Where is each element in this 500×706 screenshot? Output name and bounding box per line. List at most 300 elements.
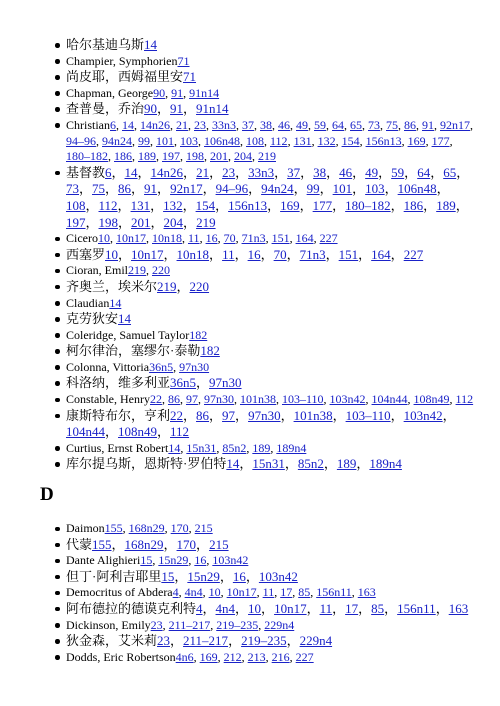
page-separator: ，	[456, 164, 470, 180]
page-separator: ，	[111, 536, 125, 552]
page-separator: ,	[449, 392, 456, 407]
page-link[interactable]: 156n11	[397, 600, 436, 616]
page-link[interactable]: 23	[157, 633, 171, 649]
page-link[interactable]: 216	[271, 649, 290, 664]
page-link[interactable]: 131	[293, 133, 312, 148]
page-link[interactable]: 97n30	[209, 375, 242, 391]
page-separator: ，	[174, 568, 188, 584]
page-link[interactable]: 11	[222, 246, 235, 262]
page-link[interactable]: 151	[338, 246, 359, 262]
page-link[interactable]: 163	[357, 585, 376, 600]
page-link[interactable]: 14n26	[140, 117, 170, 132]
page-separator: ，	[286, 246, 300, 262]
page-separator: ，	[85, 214, 99, 230]
page-separator: ，	[79, 181, 93, 197]
page-link[interactable]: 16	[194, 553, 207, 568]
index-entry	[0, 101, 500, 118]
page-link[interactable]: 168n29	[128, 521, 165, 535]
page-separator: ,	[258, 617, 265, 632]
page-link[interactable]: 23	[150, 617, 163, 632]
page-link[interactable]: 6	[105, 164, 112, 180]
page-separator: ,	[398, 117, 404, 132]
page-link[interactable]: 155	[104, 521, 123, 535]
page-link[interactable]: 215	[209, 536, 229, 552]
page-link[interactable]: 59	[314, 117, 326, 132]
page-separator: ,	[170, 117, 176, 132]
page-link[interactable]: 94–96	[215, 181, 249, 197]
page-separator: ,	[152, 553, 159, 568]
page-link[interactable]: 4	[196, 600, 203, 616]
page-link[interactable]: 16	[232, 568, 246, 584]
page-link[interactable]: 103n42	[258, 568, 298, 584]
page-link[interactable]: 103	[180, 133, 198, 148]
page-link[interactable]: 11	[188, 231, 200, 246]
page-separator: ，	[436, 181, 450, 197]
page-link[interactable]: 103–110	[281, 392, 324, 407]
page-link[interactable]: 197	[162, 149, 180, 164]
page-link[interactable]: 103–110	[345, 407, 391, 423]
page-link[interactable]: 112	[98, 197, 118, 213]
page-link[interactable]: 99	[138, 133, 150, 148]
page-link[interactable]: 156n11	[316, 585, 352, 600]
page-link[interactable]: 90	[144, 101, 158, 117]
page-link[interactable]: 169	[407, 133, 426, 148]
page-link[interactable]: 11	[319, 600, 333, 616]
page-separator: ,	[179, 392, 186, 407]
page-separator: ,	[335, 133, 342, 148]
page-separator: ,	[254, 117, 260, 132]
page-separator: ,	[434, 117, 440, 132]
page-link[interactable]: 154	[341, 133, 360, 148]
page-link[interactable]: 215	[194, 521, 213, 535]
page-separator: ，	[176, 278, 190, 294]
page-link[interactable]: 101n38	[293, 407, 333, 423]
page-link[interactable]: 75	[92, 181, 106, 197]
entry-name: Champier, Symphorien	[66, 53, 178, 68]
page-link[interactable]: 97n30	[179, 359, 210, 374]
page-link[interactable]: 156n13	[228, 197, 268, 213]
page-separator: ，	[267, 197, 281, 213]
page-link[interactable]: 97n30	[203, 392, 234, 407]
page-link[interactable]: 14	[168, 440, 181, 455]
page-separator: ，	[384, 600, 398, 616]
page-link[interactable]: 38	[313, 164, 327, 180]
page-link[interactable]: 103	[365, 181, 385, 197]
page-link[interactable]: 65	[443, 164, 457, 180]
page-link[interactable]: 219–235	[241, 633, 287, 649]
entry-name: 尚皮耶，西姆福里安	[66, 69, 184, 85]
page-link[interactable]: 71	[177, 53, 190, 68]
page-link[interactable]: 10n18	[152, 231, 182, 246]
page-link[interactable]: 101n38	[239, 392, 276, 407]
page-link[interactable]: 14n26	[150, 164, 184, 180]
index-entry	[0, 118, 500, 165]
page-link[interactable]: 211–217	[168, 617, 211, 632]
page-separator: ,	[240, 133, 246, 148]
page-link[interactable]: 91n14	[196, 101, 229, 117]
page-separator: ，	[306, 600, 320, 616]
page-link[interactable]: 189	[436, 197, 456, 213]
section-letter-heading: D	[40, 484, 54, 505]
page-link[interactable]: 108	[246, 133, 264, 148]
page-link[interactable]: 131	[130, 197, 151, 213]
page-link[interactable]: 132	[163, 197, 183, 213]
page-link[interactable]: 170	[176, 536, 197, 552]
page-separator: ，	[390, 246, 404, 262]
page-link[interactable]: 229n4	[264, 617, 295, 632]
page-link[interactable]: 36n5	[149, 359, 174, 374]
page-separator: ，	[430, 164, 444, 180]
entry-name: 库尔提乌斯，恩斯特·罗伯特	[66, 456, 227, 472]
page-link[interactable]: 10	[208, 585, 221, 600]
page-link[interactable]: 4	[172, 585, 179, 600]
page-link[interactable]: 177	[431, 133, 450, 148]
page-separator: ,	[310, 585, 317, 600]
page-separator: ，	[235, 407, 249, 423]
page-separator: ，	[163, 246, 177, 262]
page-separator: ，	[356, 456, 370, 472]
page-separator: ,	[108, 149, 114, 164]
page-separator: ,	[311, 133, 318, 148]
page-link[interactable]: 37	[287, 164, 301, 180]
page-link[interactable]: 91n14	[189, 85, 220, 100]
page-link[interactable]: 16	[205, 231, 218, 246]
entry-name: 查普曼，乔治	[66, 101, 145, 117]
page-link[interactable]: 10	[98, 231, 110, 246]
page-link[interactable]: 186	[403, 197, 424, 213]
page-separator: ,	[425, 133, 432, 148]
page-separator: ,	[416, 117, 422, 132]
page-separator: ，	[239, 456, 253, 472]
page-link[interactable]: 86	[167, 392, 180, 407]
page-separator: ，	[390, 197, 404, 213]
page-link[interactable]: 15n29	[187, 568, 220, 584]
page-link[interactable]: 164	[295, 231, 314, 246]
page-link[interactable]: 213	[247, 649, 266, 664]
page-link[interactable]: 219–235	[216, 617, 259, 632]
page-link[interactable]: 227	[295, 649, 314, 664]
entry-name: 柯尔律治，塞缪尔·泰勒	[66, 343, 201, 359]
page-link[interactable]: 10n17	[274, 600, 307, 616]
index-entry	[0, 343, 500, 360]
page-link[interactable]: 15n29	[158, 553, 189, 568]
page-separator: ，	[326, 164, 340, 180]
page-link[interactable]: 169	[280, 197, 300, 213]
page-link[interactable]: 154	[195, 197, 216, 213]
page-separator: ，	[286, 633, 300, 649]
page-link[interactable]: 112	[170, 424, 190, 440]
page-link[interactable]: 46	[278, 117, 290, 132]
page-link[interactable]: 189	[336, 456, 357, 472]
page-link[interactable]: 14	[109, 295, 122, 310]
page-link[interactable]: 103n42	[329, 392, 366, 407]
page-separator: ，	[235, 164, 249, 180]
index-entry	[0, 279, 500, 296]
page-separator: ,	[362, 117, 368, 132]
page-separator: ,	[178, 585, 185, 600]
page-link[interactable]: 169	[199, 649, 218, 664]
page-link[interactable]: 198	[98, 214, 119, 230]
page-link[interactable]: 14	[118, 311, 132, 327]
entry-name: Dodds, Eric Robertson	[66, 649, 176, 664]
page-link[interactable]: 86	[404, 117, 416, 132]
page-link[interactable]: 15	[140, 553, 153, 568]
page-link[interactable]: 15	[161, 568, 175, 584]
page-separator: ,	[134, 117, 140, 132]
page-link[interactable]: 85	[371, 600, 385, 616]
page-link[interactable]: 10n17	[116, 231, 146, 246]
page-link[interactable]: 182	[189, 327, 208, 342]
page-separator: ,	[206, 553, 213, 568]
index-entry	[0, 375, 500, 392]
index-entry	[0, 441, 500, 457]
page-link[interactable]: 49	[296, 117, 308, 132]
page-link[interactable]: 204	[163, 214, 184, 230]
page-separator: ，	[390, 407, 404, 423]
page-link[interactable]: 38	[260, 117, 272, 132]
page-link[interactable]: 15n31	[252, 456, 285, 472]
page-link[interactable]: 14	[226, 456, 240, 472]
page-link[interactable]: 219	[196, 214, 216, 230]
page-separator: ，	[352, 181, 366, 197]
page-link[interactable]: 132	[317, 133, 336, 148]
page-link[interactable]: 163	[448, 600, 469, 616]
page-separator: ，	[157, 181, 171, 197]
page-link[interactable]: 101	[332, 181, 353, 197]
page-separator: ,	[401, 133, 408, 148]
page-separator: ，	[332, 600, 346, 616]
page-link[interactable]: 201	[210, 149, 228, 164]
page-separator: ，	[325, 246, 339, 262]
page-link[interactable]: 168n29	[124, 536, 164, 552]
page-link[interactable]: 4n6	[175, 649, 194, 664]
page-separator: ,	[449, 133, 453, 148]
page-link[interactable]: 10	[248, 600, 262, 616]
page-link[interactable]: 17	[345, 600, 359, 616]
page-separator: ，	[358, 246, 372, 262]
page-link[interactable]: 22	[170, 407, 184, 423]
page-link[interactable]: 97	[185, 392, 198, 407]
page-link[interactable]: 21	[196, 164, 210, 180]
page-link[interactable]: 91	[171, 85, 184, 100]
page-link[interactable]: 91	[422, 117, 434, 132]
page-link[interactable]: 108n49	[118, 424, 158, 440]
page-link[interactable]: 10n17	[226, 585, 257, 600]
page-link[interactable]: 164	[371, 246, 391, 262]
page-link[interactable]: 189	[138, 149, 156, 164]
page-separator: ，	[209, 164, 223, 180]
page-link[interactable]: 108n49	[413, 392, 450, 407]
page-link[interactable]: 198	[186, 149, 204, 164]
page-link[interactable]: 14	[144, 37, 158, 52]
page-link[interactable]: 14	[122, 117, 134, 132]
index-entry	[0, 311, 500, 328]
page-link[interactable]: 103n42	[212, 553, 249, 568]
page-link[interactable]: 36n5	[170, 375, 197, 391]
index-entry	[0, 553, 500, 569]
page-link[interactable]: 85	[298, 585, 311, 600]
page-link[interactable]: 23	[194, 117, 206, 132]
page-link[interactable]: 73	[66, 181, 79, 197]
page-link[interactable]: 71n3	[299, 246, 326, 262]
page-separator: ,	[206, 117, 212, 132]
page-link[interactable]: 14	[124, 164, 138, 180]
page-link[interactable]: 220	[189, 278, 210, 294]
entry-name: Daimon	[66, 521, 105, 535]
page-link[interactable]: 189n4	[369, 456, 402, 472]
page-link[interactable]: 46	[339, 164, 353, 180]
page-separator: ，	[435, 600, 449, 616]
page-link[interactable]: 90	[153, 85, 166, 100]
page-link[interactable]: 91	[170, 101, 184, 117]
page-link[interactable]: 10n17	[131, 246, 164, 262]
page-link[interactable]: 22	[149, 392, 162, 407]
entry-name: Democritus of Abdera	[66, 585, 173, 600]
page-separator: ，	[235, 600, 249, 616]
page-separator: ,	[164, 521, 171, 535]
page-separator: ，	[280, 407, 294, 423]
page-link[interactable]: 85n2	[222, 440, 247, 455]
page-link[interactable]: 112	[270, 133, 288, 148]
page-link[interactable]: 64	[332, 117, 344, 132]
page-separator: ，	[202, 181, 216, 197]
page-link[interactable]: 97	[222, 407, 236, 423]
entry-name: Colonna, Vittoria	[66, 359, 150, 374]
page-separator: ,	[265, 231, 272, 246]
page-link[interactable]: 4n4	[215, 600, 236, 616]
index-entry	[0, 165, 500, 231]
entry-name: 基督教	[66, 164, 106, 180]
page-link[interactable]: 177	[312, 197, 333, 213]
page-link[interactable]: 170	[170, 521, 189, 535]
page-link[interactable]: 219	[157, 278, 177, 294]
page-link[interactable]: 23	[222, 164, 236, 180]
page-separator: ，	[131, 181, 145, 197]
page-link[interactable]: 92n17	[170, 181, 203, 197]
index-entry	[0, 328, 500, 344]
page-link[interactable]: 10	[105, 246, 119, 262]
page-separator: ,	[96, 133, 102, 148]
page-link[interactable]: 112	[455, 392, 474, 407]
page-link[interactable]: 104n44	[66, 424, 105, 440]
page-separator: ,	[289, 649, 296, 664]
page-separator: ,	[146, 263, 152, 278]
page-link[interactable]: 91	[144, 181, 158, 197]
page-link[interactable]: 85n2	[297, 456, 324, 472]
page-link[interactable]: 16	[247, 246, 261, 262]
page-link[interactable]: 108	[66, 197, 86, 213]
page-link[interactable]: 211–217	[183, 633, 229, 649]
page-link[interactable]: 37	[242, 117, 254, 132]
page-link[interactable]: 11	[262, 585, 275, 600]
page-link[interactable]: 101	[156, 133, 174, 148]
entry-name: Christian	[66, 117, 110, 132]
page-link[interactable]: 86	[118, 181, 132, 197]
page-link[interactable]: 6	[110, 117, 116, 132]
page-separator: ，	[332, 407, 346, 423]
page-link[interactable]: 94n24	[261, 181, 294, 197]
page-link[interactable]: 104n44	[371, 392, 408, 407]
page-link[interactable]: 94–96	[66, 133, 96, 148]
page-link[interactable]: 75	[386, 117, 398, 132]
page-link[interactable]: 70	[273, 246, 287, 262]
page-link[interactable]: 70	[223, 231, 236, 246]
page-link[interactable]: 73	[368, 117, 380, 132]
page-link[interactable]: 59	[391, 164, 405, 180]
page-link[interactable]: 64	[417, 164, 431, 180]
page-link[interactable]: 33n3	[212, 117, 236, 132]
page-link[interactable]: 65	[350, 117, 362, 132]
page-link[interactable]: 227	[319, 231, 338, 246]
entry-name: Constable, Henry	[66, 392, 150, 407]
page-separator: ,	[132, 149, 138, 164]
page-link[interactable]: 220	[152, 263, 170, 278]
page-link[interactable]: 182	[200, 343, 220, 359]
page-link[interactable]: 106n48	[204, 133, 240, 148]
page-separator: ,	[204, 149, 210, 164]
page-link[interactable]: 17	[280, 585, 293, 600]
index-entry	[0, 601, 500, 618]
page-separator: ，	[209, 246, 223, 262]
page-link[interactable]: 94n24	[102, 133, 132, 148]
page-link[interactable]: 99	[306, 181, 320, 197]
page-link[interactable]: 227	[403, 246, 424, 262]
page-link[interactable]: 180–182	[345, 197, 391, 213]
page-link[interactable]: 92n17	[440, 117, 470, 132]
entry-name: Dickinson, Emily	[66, 617, 151, 632]
page-link[interactable]: 106n48	[397, 181, 437, 197]
page-link[interactable]: 49	[365, 164, 379, 180]
page-link[interactable]: 103n42	[403, 407, 443, 423]
page-link[interactable]: 71	[183, 69, 197, 85]
page-separator: ,	[313, 231, 320, 246]
page-link[interactable]: 197	[66, 214, 86, 230]
page-separator: ，	[261, 600, 275, 616]
page-separator: ,	[122, 521, 129, 535]
page-link[interactable]: 33n3	[248, 164, 275, 180]
page-separator: ，	[293, 181, 307, 197]
page-link[interactable]: 86	[196, 407, 210, 423]
page-link[interactable]: 151	[271, 231, 290, 246]
page-link[interactable]: 212	[223, 649, 242, 664]
page-link[interactable]: 180–182	[66, 149, 108, 164]
index-entry	[0, 408, 500, 441]
page-separator: ，	[209, 407, 223, 423]
page-link[interactable]: 4n4	[184, 585, 203, 600]
page-separator: ，	[260, 246, 274, 262]
page-link[interactable]: 219	[258, 149, 276, 164]
page-separator: ,	[265, 649, 272, 664]
page-link[interactable]: 201	[131, 214, 151, 230]
page-link[interactable]: 156n13	[365, 133, 402, 148]
page-separator: ，	[234, 246, 248, 262]
page-link[interactable]: 186	[114, 149, 132, 164]
page-link[interactable]: 97n30	[248, 407, 281, 423]
page-link[interactable]: 189	[252, 440, 271, 455]
page-link[interactable]: 10n18	[176, 246, 210, 262]
page-link[interactable]: 229n4	[299, 633, 333, 649]
page-link[interactable]: 15n31	[186, 440, 217, 455]
page-separator: ，	[423, 197, 437, 213]
page-link[interactable]: 155	[92, 536, 112, 552]
entry-name: 西塞罗	[66, 246, 106, 262]
page-link[interactable]: 219	[128, 263, 146, 278]
page-link[interactable]: 204	[234, 149, 252, 164]
page-link[interactable]: 189n4	[276, 440, 307, 455]
page-separator: ，	[170, 633, 184, 649]
page-link[interactable]: 21	[176, 117, 188, 132]
page-link[interactable]: 71n3	[241, 231, 266, 246]
